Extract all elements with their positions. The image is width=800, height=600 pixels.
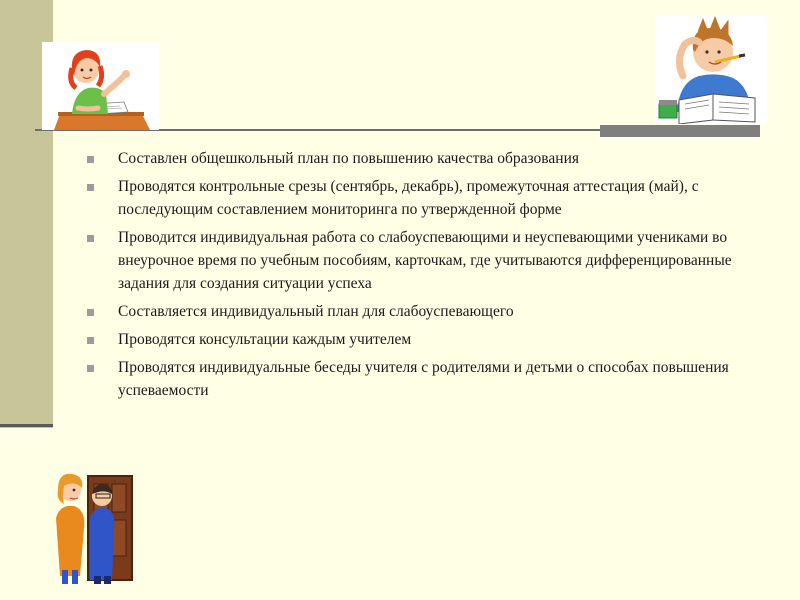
teachers-at-door-image bbox=[50, 458, 140, 588]
bullet-square-icon bbox=[87, 235, 94, 242]
list-item bbox=[84, 328, 744, 351]
bullet-square-icon bbox=[87, 184, 94, 191]
list-item bbox=[84, 226, 744, 295]
list-item-text: Проводятся контрольные срезы (сентябрь, декабрь), промежуточная аттестация (май), с последующим составлением мониторинга по утвержденной форме bbox=[118, 178, 699, 218]
boy-reading-icon bbox=[655, 16, 767, 124]
list-item-text: Проводится индивидуальная работа со слабоуспевающими и неуспевающими учениками во внеурочное время по учебным пособиям, карточкам, где учитываются дифференцированные задания для создания ситуации успеха bbox=[118, 229, 732, 292]
bullet-content bbox=[84, 147, 744, 407]
list-item-text: Составлен общешкольный план по повышению качества образования bbox=[118, 150, 579, 167]
bullet-square-icon bbox=[87, 309, 94, 316]
bullet-list bbox=[84, 147, 744, 402]
bullet-square-icon bbox=[87, 365, 94, 372]
list-item-text: Проводятся индивидуальные беседы учителя с родителями и детьми о способах повышения успеваемости bbox=[118, 359, 729, 399]
list-item-text: Составляется индивидуальный план для слабоуспевающего bbox=[118, 303, 514, 320]
boy-reading-image bbox=[655, 16, 767, 124]
list-item bbox=[84, 300, 744, 323]
left-band-divider bbox=[0, 424, 53, 427]
list-item bbox=[84, 356, 744, 402]
girl-at-desk-icon bbox=[42, 42, 159, 130]
bullet-square-icon bbox=[87, 156, 94, 163]
list-item-text: Проводятся консультации каждым учителем bbox=[118, 331, 412, 348]
list-item bbox=[84, 147, 744, 170]
header-rule-accent bbox=[600, 125, 760, 137]
list-item bbox=[84, 175, 744, 221]
teachers-at-door-icon bbox=[50, 458, 140, 588]
girl-at-desk-image bbox=[42, 42, 159, 130]
bullet-square-icon bbox=[87, 337, 94, 344]
